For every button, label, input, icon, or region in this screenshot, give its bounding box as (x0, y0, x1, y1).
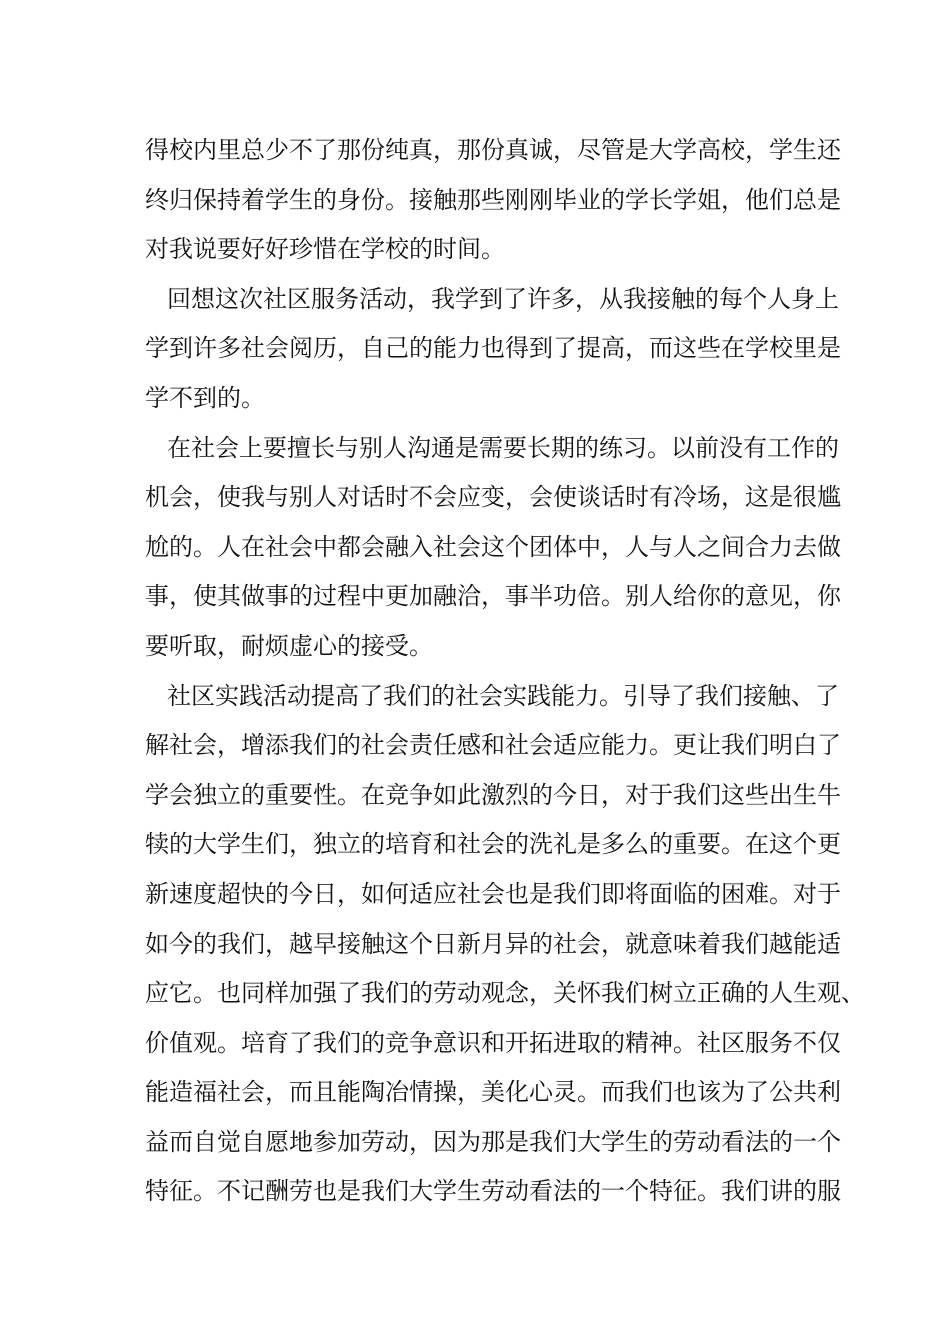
text-line: 对我说要好好珍惜在学校的时间。 (145, 235, 505, 264)
text-line: 能造福社会，而且能陶冶情操，美化心灵。而我们也该为了公共利 (145, 1078, 841, 1107)
text-line: 新速度超快的今日，如何适应社会也是我们即将面临的困难。对于 (145, 879, 841, 908)
text-line: 学不到的。 (145, 383, 265, 412)
text-line: 解社会，增添我们的社会责任感和社会适应能力。更让我们明白了 (145, 731, 841, 760)
text-line: 事，使其做事的过程中更加融洽，事半功倍。别人给你的意见，你 (145, 582, 841, 611)
paragraph-start-line: 社区实践活动提高了我们的社会实践能力。引导了我们接触、了 (167, 681, 839, 710)
text-line: 机会，使我与别人对话时不会应变，会使谈话时有冷场，这是很尴 (145, 483, 841, 512)
text-line: 终归保持着学生的身份。接触那些刚刚毕业的学长学姐，他们总是 (145, 185, 841, 214)
text-line: 应它。也同样加强了我们的劳动观念，关怀我们树立正确的人生观、 (145, 979, 865, 1008)
text-line: 尬的。人在社会中都会融入社会这个团体中，人与人之间合力去做 (145, 532, 841, 561)
paragraph-start-line: 在社会上要擅长与别人沟通是需要长期的练习。以前没有工作的 (167, 433, 839, 462)
text-line: 学会独立的重要性。在竞争如此激烈的今日，对于我们这些出生牛 (145, 780, 841, 809)
text-line: 犊的大学生们，独立的培育和社会的洗礼是多么的重要。在这个更 (145, 830, 841, 859)
body-text (145, 126, 865, 1217)
paragraph-start-line: 回想这次社区服务活动，我学到了许多，从我接触的每个人身上 (167, 284, 839, 313)
text-line: 益而自觉自愿地参加劳动，因为那是我们大学生的劳动看法的一个 (145, 1127, 841, 1156)
text-line: 特征。不记酬劳也是我们大学生劳动看法的一个特征。我们讲的服 (145, 1177, 841, 1206)
text-line: 要听取，耐烦虚心的接受。 (145, 631, 433, 660)
text-line: 如今的我们，越早接触这个日新月异的社会，就意味着我们越能适 (145, 929, 841, 958)
text-line: 学到许多社会阅历，自己的能力也得到了提高，而这些在学校里是 (145, 334, 841, 363)
text-line: 价值观。培育了我们的竞争意识和开拓进取的精神。社区服务不仅 (145, 1028, 841, 1057)
text-line: 得校内里总少不了那份纯真，那份真诚，尽管是大学高校，学生还 (145, 136, 841, 164)
